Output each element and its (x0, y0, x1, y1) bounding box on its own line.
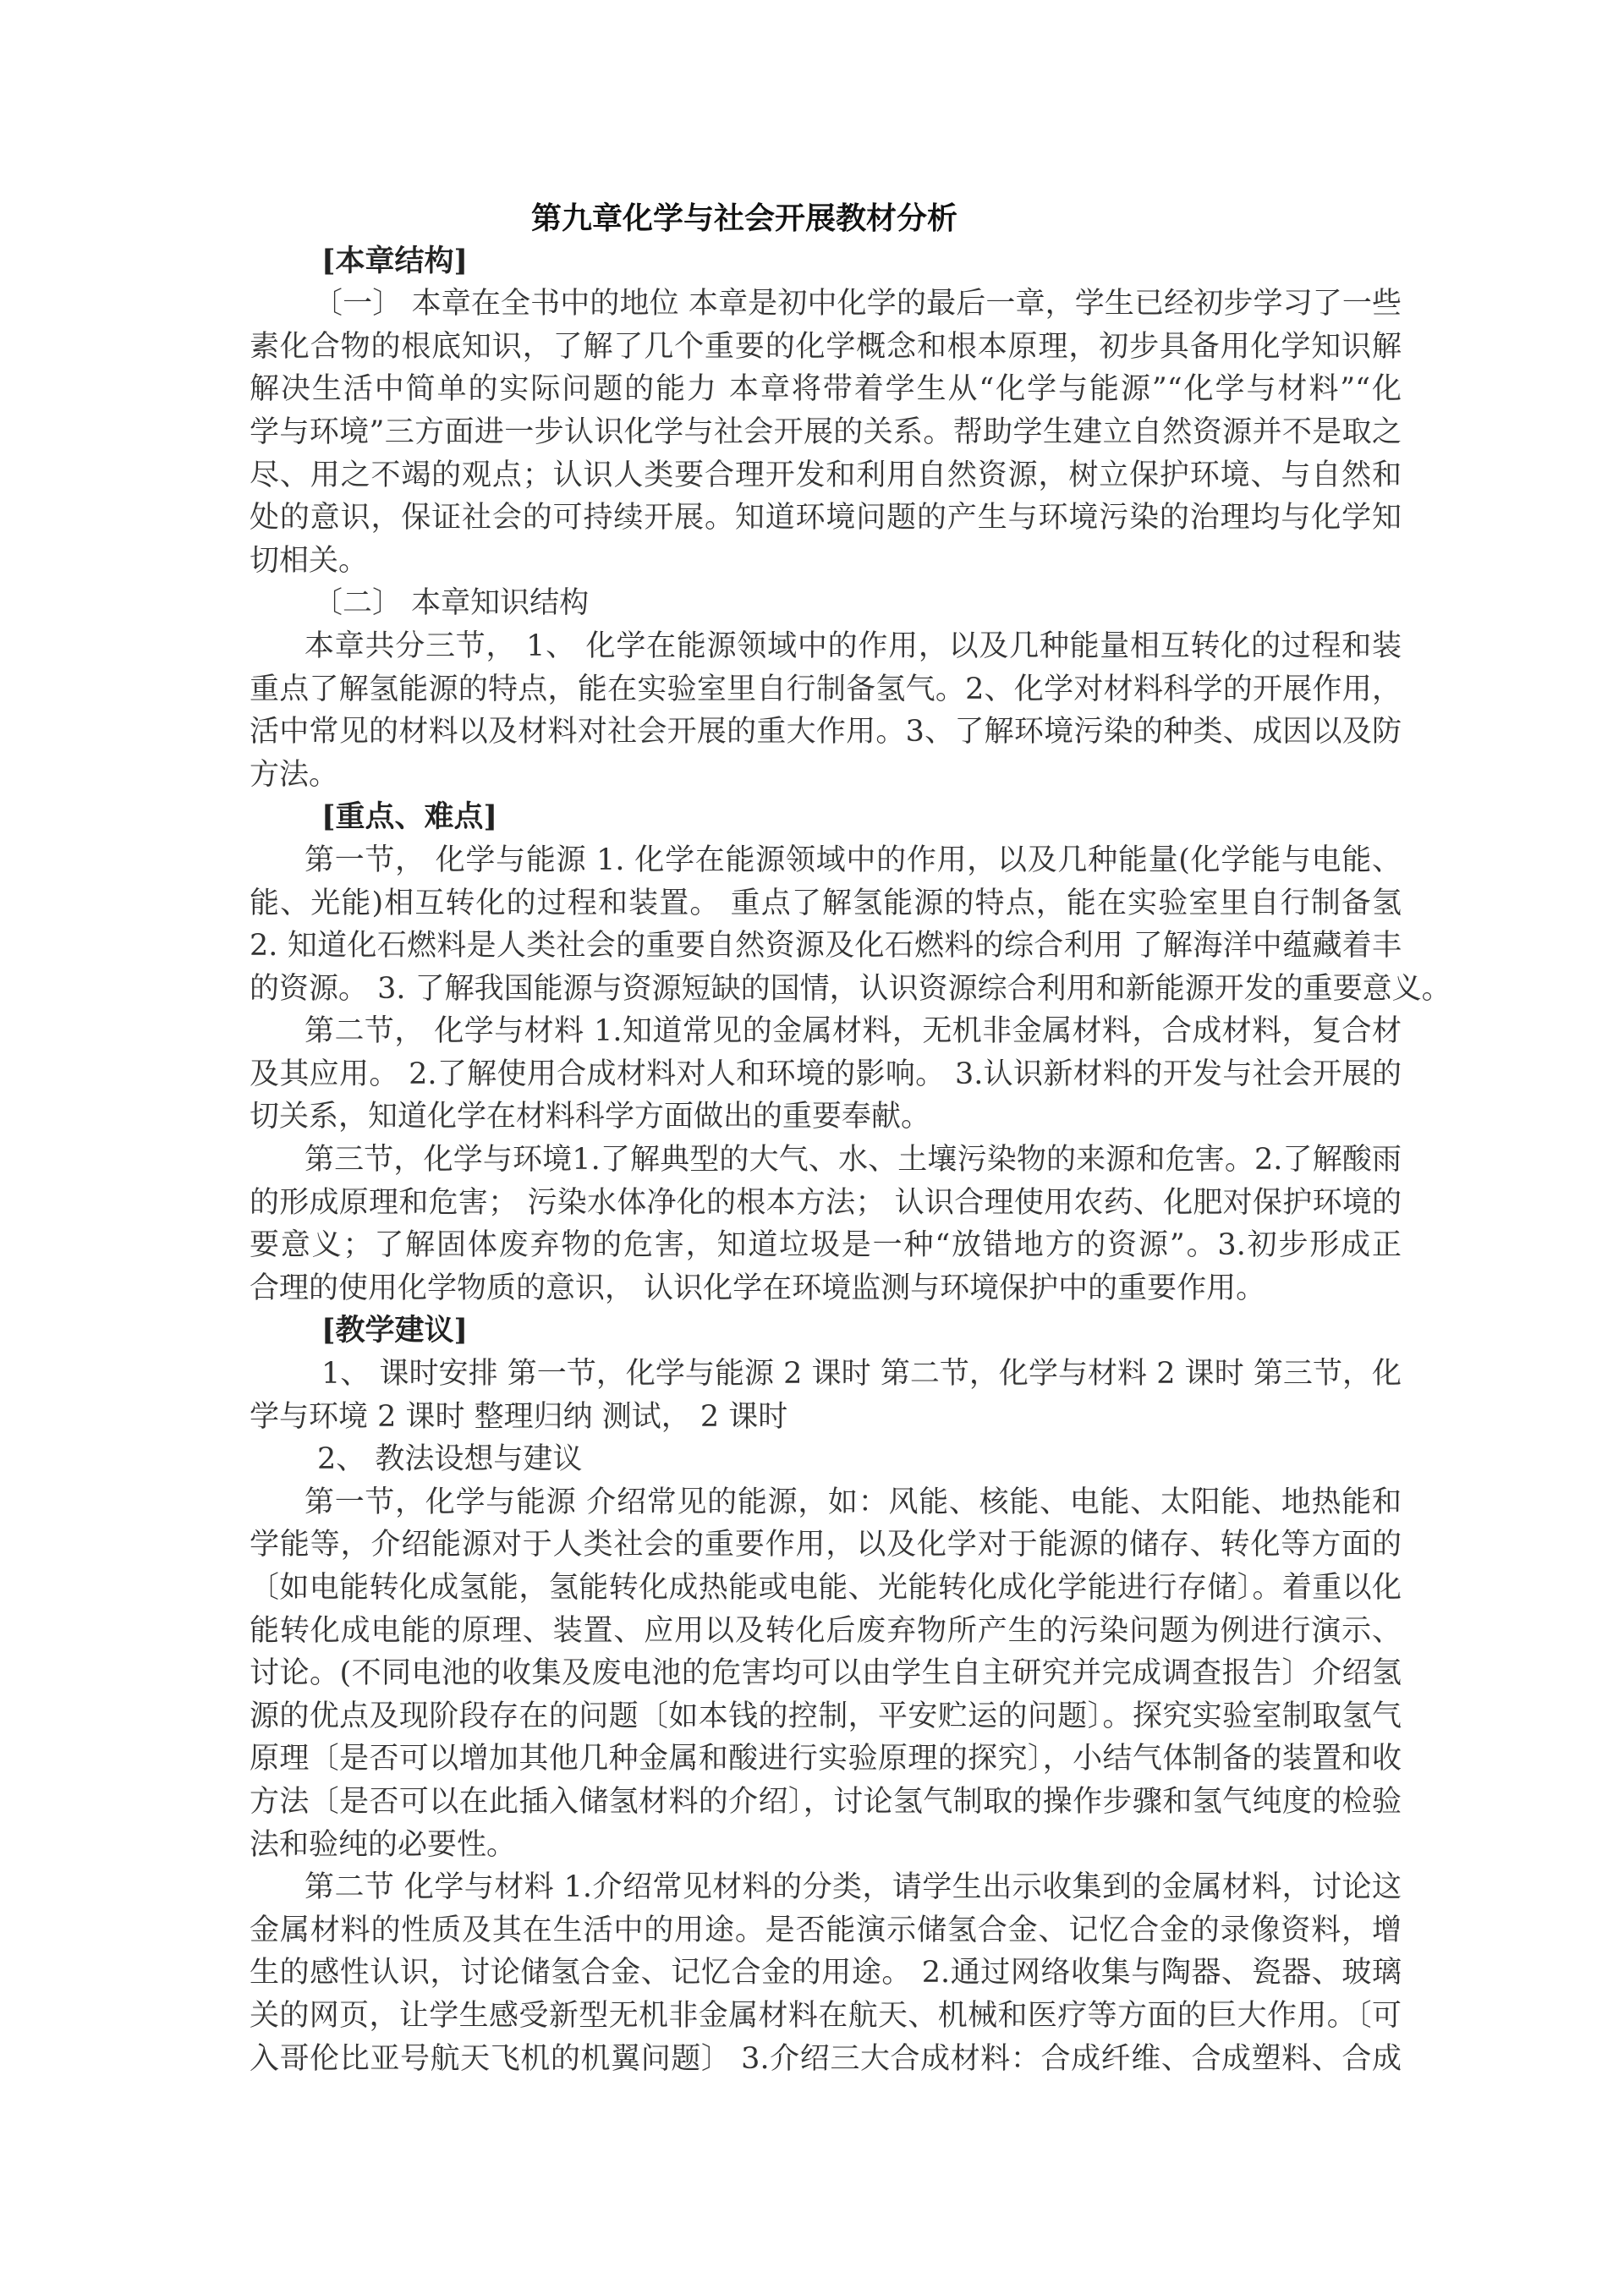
text-line: 重点了解氢能源的特点，能在实验室里自行制备氢气。2、化学对材料科学的开展作用， (250, 672, 1402, 706)
text-line: 要意义；了解固体废弃物的危害，知道垃圾是一种“放错地方的资源”。3.初步形成正 (250, 1228, 1402, 1263)
text-line: 合理的使用化学物质的意识， 认识化学在环境监测与环境保护中的重要作用。 (250, 1271, 1266, 1305)
paragraph (250, 1353, 1402, 1438)
text-line: 学能等，介绍能源对于人类社会的重要作用，以及化学对于能源的储存、转化等方面的 (250, 1528, 1402, 1562)
paragraph (250, 283, 1402, 582)
document-page (250, 197, 1451, 2080)
document-title: 第九章化学与社会开展教材分析 (531, 200, 958, 236)
text-line: 金属材料的性质及其在生活中的用途。是否能演示储氢合金、记忆合金的录像资料，增 (250, 1913, 1402, 1947)
text-line: 原理〔是否可以增加其他几种金属和酸进行实验原理的探究〕，小结气体制备的装置和收 (250, 1742, 1402, 1776)
text-line: 学与环境 2 课时 整理归纳 测试， 2 课时 (250, 1399, 788, 1434)
text-line: 尽、用之不竭的观点；认识人类要合理开发和利用自然资源，树立保护环境、与自然和 (250, 458, 1402, 492)
section-heading: [重点、难点] (321, 799, 498, 835)
text-line: 处的意识，保证社会的可持续开展。知道环境问题的产生与环境污染的治理均与化学知 (250, 501, 1402, 535)
text-line: 〔一〕 本章在全书中的地位 本章是初中化学的最后一章，学生已经初步学习了一些 (313, 287, 1402, 321)
text-line: 本章共分三节， 1、 化学在能源领域中的作用，以及几种能量相互转化的过程和装 (304, 629, 1402, 663)
paragraph (250, 625, 1402, 796)
text-line: 〔二〕 本章知识结构 (313, 586, 590, 621)
text-line: 切相关。 (250, 543, 369, 578)
text-line: 切关系，知道化学在材料科学方面做出的重要奉献。 (250, 1100, 931, 1134)
paragraph (250, 1481, 1402, 1866)
text-line: 2. 知道化石燃料是人类社会的重要自然资源及化石燃料的综合利用 了解海洋中蕴藏着丰 (250, 929, 1402, 964)
text-line: 能、光能)相互转化的过程和装置。 重点了解氢能源的特点，能在实验室里自行制备氢 (250, 886, 1402, 920)
paragraph (250, 1438, 1402, 1481)
text-line: 第一节， 化学与能源 1. 化学在能源领域中的作用，以及几种能量(化学能与电能、 (304, 843, 1402, 877)
text-line: 的资源。 3. 了解我国能源与资源短缺的国情，认识资源综合利用和新能源开发的重要意义。 (250, 971, 1451, 1006)
text-line: 入哥伦比亚号航天飞机的机翼问题〕 3.介绍三大合成材料：合成纤维、合成塑料、合成 (250, 2041, 1402, 2076)
text-line: 学与环境”三方面进一步认识化学与社会开展的关系。帮助学生建立自然资源并不是取之 (250, 415, 1402, 449)
text-line: 能转化成电能的原理、装置、应用以及转化后废弃物所产生的污染问题为例进行演示、 (250, 1613, 1402, 1648)
text-line: 方法。 (250, 757, 339, 792)
paragraph (250, 1139, 1402, 1309)
text-line: 关的网页，让学生感受新型无机非金属材料在航天、机械和医疗等方面的巨大作用。〔可 (250, 1998, 1402, 2033)
text-line: 法和验纯的必要性。 (250, 1827, 517, 1862)
text-line: 第二节 化学与材料 1.介绍常见材料的分类，请学生出示收集到的金属材料，讨论这 (304, 1870, 1402, 1905)
text-line: 讨论。(不同电池的收集及废电池的危害均可以由学生自主研究并完成调查报告〕介绍氢 (250, 1656, 1402, 1691)
paragraph (250, 1010, 1402, 1139)
paragraph (250, 582, 1402, 625)
text-line: 第二节， 化学与材料 1.知道常见的金属材料，无机非金属材料，合成材料，复合材 (304, 1014, 1402, 1049)
text-line: 源的优点及现阶段存在的问题〔如本钱的控制，平安贮运的问题〕。探究实验室制取氢气 (250, 1699, 1402, 1733)
text-line: 解决生活中简单的实际问题的能力 本章将带着学生从“化学与能源”“化学与材料”“化 (250, 372, 1402, 407)
text-line: 2、 教法设想与建议 (317, 1442, 583, 1477)
text-line: 的形成原理和危害； 污染水体净化的根本方法； 认识合理使用农药、化肥对保护环境的 (250, 1185, 1402, 1220)
text-line: 第三节，化学与环境1.了解典型的大气、水、土壤污染物的来源和危害。2.了解酸雨 (304, 1143, 1402, 1178)
section-heading: [教学建议] (321, 1313, 469, 1348)
paragraph (250, 839, 1451, 1010)
text-line: 〔如电能转化成氢能，氢能转化成热能或电能、光能转化成化学能进行存储〕。着重以化 (250, 1571, 1402, 1605)
text-line: 生的感性认识，讨论储氢合金、记忆合金的用途。 2.通过网络收集与陶器、瓷器、玻璃 (250, 1956, 1402, 1990)
text-line: 素化合物的根底知识，了解了几个重要的化学概念和根本原理，初步具备用化学知识解 (250, 329, 1402, 364)
paragraph (250, 1866, 1402, 2080)
section-heading: [本章结构] (321, 243, 469, 278)
text-line: 方法〔是否可以在此插入储氢材料的介绍〕，讨论氢气制取的操作步骤和氢气纯度的检验 (250, 1784, 1402, 1819)
text-line: 1、 课时安排 第一节，化学与能源 2 课时 第二节，化学与材料 2 课时 第三节，化 (321, 1357, 1402, 1392)
text-line: 活中常见的材料以及材料对社会开展的重大作用。3、了解环境污染的种类、成因以及防 (250, 715, 1402, 749)
text-line: 第一节，化学与能源 介绍常见的能源，如：风能、核能、电能、太阳能、地热能和 (304, 1485, 1402, 1519)
text-line: 及其应用。 2.了解使用合成材料对人和环境的影响。 3.认识新材料的开发与社会开展的 (250, 1057, 1402, 1091)
